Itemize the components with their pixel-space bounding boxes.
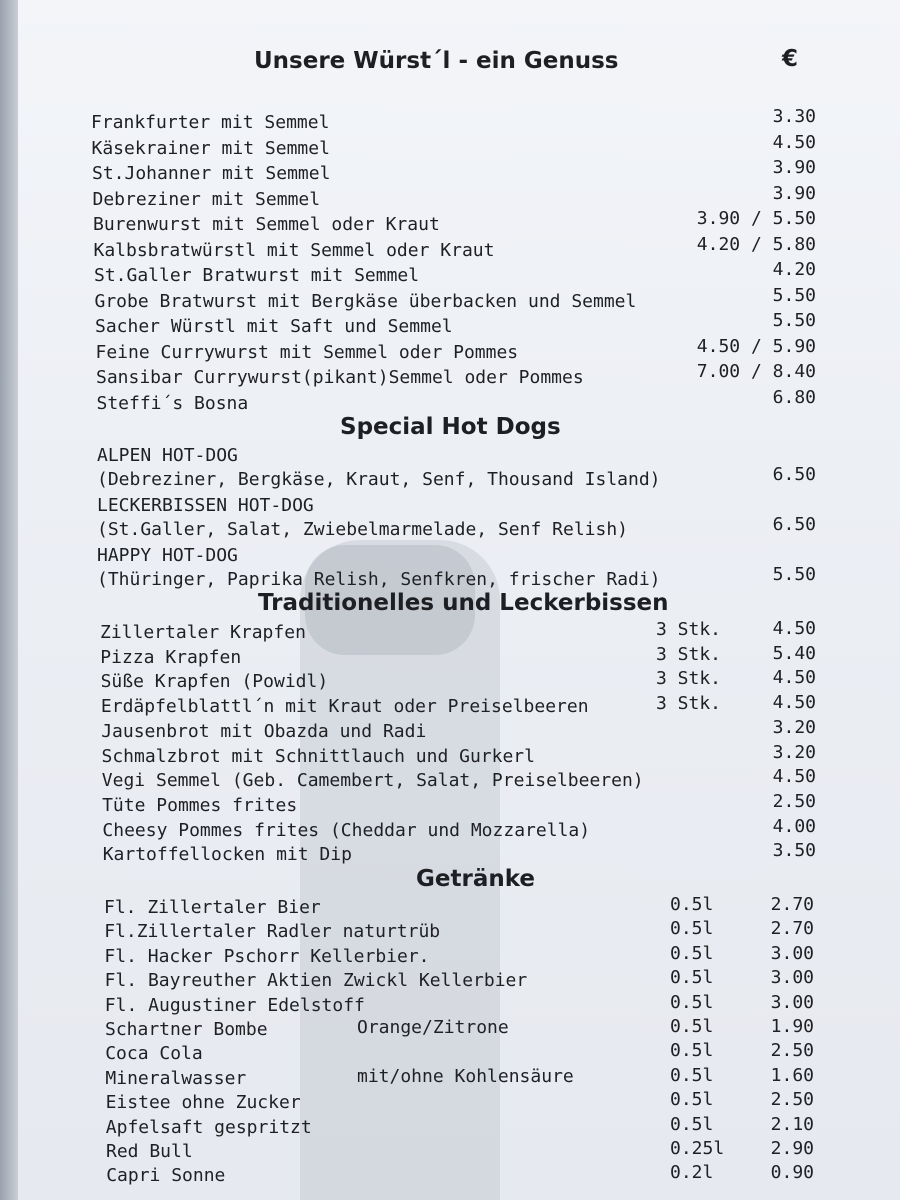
menu-item-name: Debreziner mit Semmel [92,188,321,210]
drink-size: 0.5l [670,1113,714,1135]
drink-name: Fl. Augustiner Edelstoff [104,994,365,1016]
menu-item-name: Käsekrainer mit Semmel [91,137,330,159]
snack-name: Zillertaler Krapfen [100,622,306,643]
hotdogs-title: Special Hot Dogs [340,414,561,440]
menu-item-price: 4.50 / 5.90 [696,335,816,357]
drink-price: 3.00 [770,991,814,1013]
getraenke-title: Getränke [416,866,535,892]
drink-name: Apfelsaft gespritzt [105,1116,312,1138]
snack-price: 3.20 [772,741,816,763]
drink-size: 0.5l [670,1016,714,1037]
snack-quantity: 3 Stk. [656,643,722,665]
menu-item-name: Grobe Bratwurst mit Bergkäse überbacken und Semmel [94,290,637,312]
snack-price: 4.50 [772,667,816,689]
snack-name: Jausenbrot mit Obazda und Radi [101,720,427,742]
snack-price: 4.50 [772,692,816,714]
traditionell-title: Traditionelles und Leckerbissen [258,590,669,616]
drink-variant: mit/ohne Kohlensäure [357,1065,574,1087]
drink-variant: Orange/Zitrone [357,1017,509,1038]
snack-price: 3.20 [772,716,816,738]
hotdog-description: (Thüringer, Paprika Relish, Senfkren, frischer Radi) [97,569,661,590]
drink-name: Fl.Zillertaler Radler naturtrüb [104,921,441,943]
drink-name: Fl. Bayreuther Aktien Zwickl Kellerbier [104,970,528,992]
menu-item-price: 5.50 [772,310,816,331]
drink-price: 0.90 [770,1162,814,1184]
menu-item-name: St.Galler Bratwurst mit Semmel [94,265,420,286]
drink-price: 2.10 [770,1113,814,1135]
snack-price: 4.00 [772,815,816,837]
drink-price: 1.60 [770,1064,814,1086]
snack-name: Pizza Krapfen [100,646,242,668]
snack-price: 3.50 [772,840,816,862]
drink-name: Mineralwasser [105,1067,247,1089]
hotdog-description: (Debreziner, Bergkäse, Kraut, Senf, Thousand Island) [97,469,661,490]
drink-name: Coca Cola [105,1043,203,1065]
menu-item-price: 4.20 / 5.80 [696,233,816,255]
drink-price: 3.00 [770,967,814,989]
snack-name: Vegi Semmel (Geb. Camembert, Salat, Preiselbeeren) [101,770,644,792]
menu-item-price: 6.80 [772,386,816,408]
menu-item-name: Frankfurter mit Semmel [91,112,330,133]
menu-item-name: Sansibar Currywurst(pikant)Semmel oder Pommes [96,367,584,388]
snack-name: Süße Krapfen (Powidl) [100,671,329,693]
drink-name: Red Bull [106,1141,193,1162]
drink-size: 0.5l [670,967,714,989]
drink-price: 2.50 [770,1089,814,1111]
drink-price: 1.90 [770,1016,814,1037]
hotdog-name: LECKERBISSEN HOT-DOG [97,495,314,516]
snack-price: 4.50 [772,618,816,639]
drink-price: 2.70 [770,918,814,940]
snack-price: 5.40 [772,642,816,664]
drink-name: Fl. Hacker Pschorr Kellerbier. [104,945,430,967]
drink-size: 0.5l [670,894,714,915]
snack-quantity: 3 Stk. [656,693,722,715]
snack-name: Cheesy Pommes frites (Cheddar und Mozzarella) [102,819,591,841]
snack-quantity: 3 Stk. [656,619,722,640]
menu-item-name: St.Johanner mit Semmel [92,163,331,184]
menu-item-name: Steffi´s Bosna [96,392,249,414]
drink-size: 0.5l [670,1064,714,1086]
page-edge-shadow [0,0,18,1200]
currency-symbol: € [782,46,799,72]
drink-size: 0.5l [670,1089,714,1111]
drink-size: 0.5l [670,991,714,1013]
snack-quantity: 3 Stk. [656,668,722,690]
drink-name: Capri Sonne [106,1165,226,1187]
menu-title: Unsere Würst´l - ein Genuss [254,48,619,74]
menu-item-name: Burenwurst mit Semmel oder Kraut [93,214,440,235]
drink-size: 0.5l [670,942,714,964]
snack-name: Erdäpfelblattl´n mit Kraut oder Preiselbeeren [100,696,589,718]
drink-name: Schartner Bombe [105,1019,268,1040]
menu-item-name: Kalbsbratwürstl mit Semmel oder Kraut [93,239,495,261]
menu-item-price: 5.50 [772,284,816,306]
menu-item-name: Feine Currywurst mit Semmel oder Pommes [95,341,519,363]
drink-name: Eistee ohne Zucker [105,1092,301,1114]
snack-name: Schmalzbrot mit Schnittlauch und Gurkerl [101,745,535,767]
snack-name: Kartoffellocken mit Dip [102,844,352,866]
hotdog-price: 6.50 [772,514,816,535]
drink-name: Fl. Zillertaler Bier [104,897,321,918]
drink-price: 3.00 [770,942,814,964]
drink-size: 0.25l [670,1138,725,1159]
hotdog-description: (St.Galler, Salat, Zwiebelmarmelade, Senf Relish) [97,519,629,540]
menu-item-name: Sacher Würstl mit Saft und Semmel [95,316,453,337]
drink-price: 2.50 [770,1040,814,1062]
drink-size: 0.5l [670,1040,714,1062]
drink-price: 2.70 [770,894,814,915]
hotdog-price: 6.50 [772,464,816,485]
drink-size: 0.2l [670,1162,714,1184]
snack-price: 2.50 [772,790,816,812]
hotdog-name: HAPPY HOT-DOG [97,545,238,566]
menu-item-price: 3.90 [772,157,816,178]
menu-item-price: 4.20 [772,259,816,280]
snack-price: 4.50 [772,766,816,788]
drink-size: 0.5l [670,918,714,940]
menu-item-price: 3.30 [772,106,816,127]
drink-price: 2.90 [770,1138,814,1159]
menu-item-price: 3.90 / 5.50 [696,208,816,229]
menu-item-price: 4.50 [772,131,816,153]
hotdog-price: 5.50 [772,564,816,585]
menu-item-price: 7.00 / 8.40 [696,361,816,382]
hotdog-name: ALPEN HOT-DOG [97,445,238,466]
menu-item-price: 3.90 [772,182,816,204]
snack-name: Tüte Pommes frites [102,794,298,816]
